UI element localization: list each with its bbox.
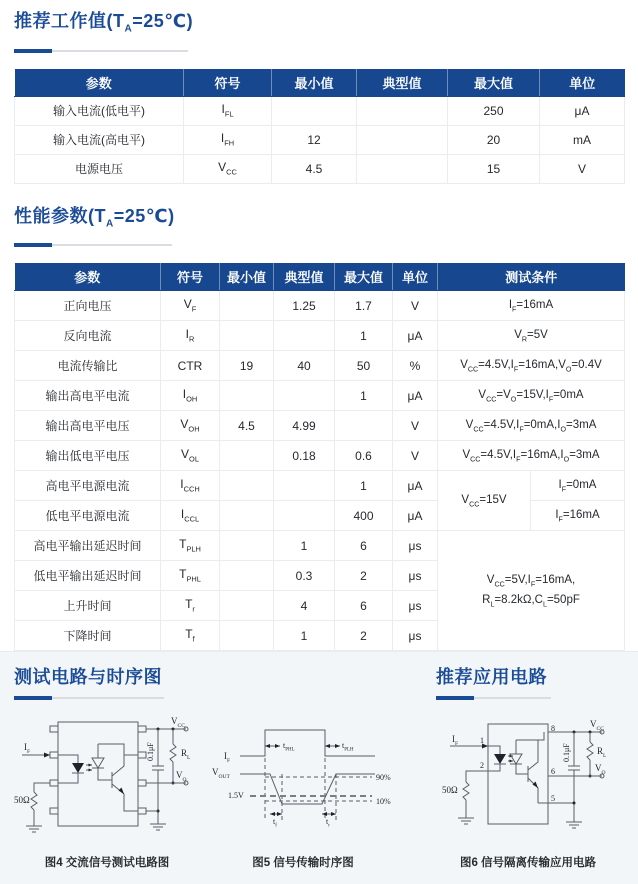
pin6-number: 6 bbox=[551, 767, 555, 777]
cell-condition: $I_F=16mA$ bbox=[438, 291, 625, 321]
tplh-arrow bbox=[325, 744, 340, 748]
col-header-symbol: 符号 bbox=[184, 69, 272, 97]
threshold-label: 1.5V bbox=[228, 791, 244, 801]
cell-min bbox=[220, 291, 274, 321]
cell-unit: V bbox=[393, 411, 438, 441]
pin1-number: 1 bbox=[480, 736, 484, 746]
load-resistor-label: $R_L$ bbox=[597, 746, 607, 759]
section-title-recommended: 推荐工作值$(T_A=25℃)$ bbox=[14, 11, 194, 35]
cell-symbol: $I_{FL}$ bbox=[184, 96, 272, 125]
cell-param: 低电平输出延迟时间 bbox=[15, 561, 161, 591]
col-header-min: 最小值 bbox=[220, 263, 274, 291]
cell-param: 上升时间 bbox=[15, 591, 161, 621]
optocoupler-test-circuit-drawing bbox=[14, 716, 200, 848]
cell-min bbox=[220, 321, 274, 351]
ninety-percent-label: 90% bbox=[376, 773, 391, 783]
table-row bbox=[15, 441, 625, 471]
cell-typ: 4.99 bbox=[274, 411, 335, 441]
cell-unit: V bbox=[540, 154, 625, 183]
section-recommended-operating bbox=[0, 0, 638, 184]
cell-symbol: $V_{OL}$ bbox=[161, 441, 220, 471]
col-header-unit: 单位 bbox=[393, 263, 438, 291]
col-header-max: 最大值 bbox=[335, 263, 393, 291]
cell-symbol: $I_{OH}$ bbox=[161, 381, 220, 411]
cell-symbol: $V_{CC}$ bbox=[184, 154, 272, 183]
timing-waveform-drawing bbox=[210, 716, 396, 848]
vcc-label: $V_{CC}$ bbox=[171, 716, 185, 729]
test-circuit-column bbox=[14, 665, 406, 884]
cell-min: 12 bbox=[272, 125, 357, 154]
cell-typ: 4 bbox=[274, 591, 335, 621]
capacitor-label: 0.1μF bbox=[562, 743, 571, 763]
cell-symbol: $I_{CCH}$ bbox=[161, 471, 220, 501]
performance-table bbox=[14, 263, 625, 651]
cell-unit: μA bbox=[393, 321, 438, 351]
vo-label: $V_O$ bbox=[595, 763, 606, 776]
cell-symbol: $V_{OH}$ bbox=[161, 411, 220, 441]
cell-max: 1 bbox=[335, 381, 393, 411]
cell-unit: μs bbox=[393, 531, 438, 561]
ten-percent-label: 10% bbox=[376, 797, 391, 807]
application-circuit-column bbox=[436, 665, 624, 884]
col-header-max: 最大值 bbox=[448, 69, 540, 97]
col-header-typ: 典型值 bbox=[357, 69, 448, 97]
col-header-typ: 典型值 bbox=[274, 263, 335, 291]
col-header-unit: 单位 bbox=[540, 69, 625, 97]
cell-typ bbox=[274, 471, 335, 501]
cell-min: 4.5 bbox=[272, 154, 357, 183]
title-underline bbox=[14, 696, 164, 700]
cell-symbol: CTR bbox=[161, 351, 220, 381]
figure-ac-test-circuit bbox=[14, 716, 200, 870]
pin8-number: 8 bbox=[551, 724, 555, 734]
table-row bbox=[15, 321, 625, 351]
cell-param: 输出低电平电压 bbox=[15, 441, 161, 471]
cell-max bbox=[335, 411, 393, 441]
vout-waveform bbox=[240, 774, 375, 804]
led-symbol bbox=[22, 753, 92, 784]
condition-line: $R_L=8.2k\Omega,C_L=50pF$ bbox=[482, 593, 580, 608]
figure-timing-diagram bbox=[210, 716, 396, 870]
tplh-label: $t_{PLH}$ bbox=[342, 741, 354, 753]
section-performance bbox=[0, 204, 638, 652]
table-row bbox=[15, 154, 625, 183]
capacitor-label: 0.1μF bbox=[146, 742, 155, 762]
cell-typ: 40 bbox=[274, 351, 335, 381]
cell-symbol: $I_{CCL}$ bbox=[161, 501, 220, 531]
title-underline bbox=[436, 696, 551, 700]
cell-max: 2 bbox=[335, 621, 393, 651]
table-row bbox=[15, 501, 625, 531]
table-row bbox=[15, 351, 625, 381]
cell-max: 250 bbox=[448, 96, 540, 125]
cell-param: 电源电压 bbox=[15, 154, 184, 183]
cell-typ: 1 bbox=[274, 621, 335, 651]
cell-symbol: $V_F$ bbox=[161, 291, 220, 321]
cell-param: 反向电流 bbox=[15, 321, 161, 351]
vout-waveform-label: $V_{OUT}$ bbox=[212, 767, 230, 780]
cell-min bbox=[220, 381, 274, 411]
cell-condition: $V_{CC}=4.5V,I_F=16mA,V_O=0.4V$ bbox=[438, 351, 625, 381]
cell-symbol: $T_r$ bbox=[161, 591, 220, 621]
cell-condition: $V_{CC}=4.5V,I_F=0mA,I_O=3mA$ bbox=[438, 411, 625, 441]
cell-typ: 1.25 bbox=[274, 291, 335, 321]
cell-symbol: $I_R$ bbox=[161, 321, 220, 351]
cell-unit: V bbox=[393, 441, 438, 471]
cell-min bbox=[220, 621, 274, 651]
cell-unit: μs bbox=[393, 621, 438, 651]
cell-symbol: $T_{PHL}$ bbox=[161, 561, 220, 591]
if-waveform-label: $I_F$ bbox=[224, 751, 231, 764]
recommended-operating-table bbox=[14, 69, 625, 184]
title-underline bbox=[14, 49, 188, 53]
cell-condition: $I_F=0mA$ bbox=[531, 471, 625, 501]
figure6-caption: 图6 信号隔离传输应用电路 bbox=[459, 857, 597, 870]
guide-lines bbox=[250, 730, 372, 820]
tphl-arrow bbox=[265, 744, 280, 748]
cell-condition: $I_F=16mA$ bbox=[531, 501, 625, 531]
cell-typ bbox=[274, 381, 335, 411]
table-row bbox=[15, 125, 625, 154]
cell-typ bbox=[357, 125, 448, 154]
phototransistor-symbol bbox=[510, 732, 544, 803]
cell-condition-shared-timing bbox=[438, 531, 625, 651]
cell-param: 电流传输比 bbox=[15, 351, 161, 381]
table-header-row bbox=[15, 69, 625, 97]
cell-min bbox=[220, 561, 274, 591]
cell-unit: V bbox=[393, 291, 438, 321]
cell-max: 1 bbox=[335, 471, 393, 501]
cell-param: 高电平输出延迟时间 bbox=[15, 531, 161, 561]
cell-condition: $V_{CC}=V_O=15V,I_F=0mA$ bbox=[438, 381, 625, 411]
cell-param: 输入电流(高电平) bbox=[15, 125, 184, 154]
cell-symbol: $T_{PLH}$ bbox=[161, 531, 220, 561]
cell-param: 高电平电源电流 bbox=[15, 471, 161, 501]
col-header-conditions: 测试条件 bbox=[438, 263, 625, 291]
application-circuit-drawing bbox=[440, 716, 616, 848]
cell-max: 15 bbox=[448, 154, 540, 183]
cell-max: 20 bbox=[448, 125, 540, 154]
cell-min bbox=[220, 591, 274, 621]
col-header-param: 参数 bbox=[15, 69, 184, 97]
cell-unit: μA bbox=[540, 96, 625, 125]
cell-typ bbox=[274, 501, 335, 531]
section-title-application: 推荐应用电路 bbox=[436, 667, 547, 688]
cell-min bbox=[220, 441, 274, 471]
if-input-label: $I_F$ bbox=[452, 734, 459, 747]
input-resistor bbox=[458, 771, 488, 824]
cell-unit: mA bbox=[540, 125, 625, 154]
col-header-param: 参数 bbox=[15, 263, 161, 291]
input-resistor bbox=[26, 783, 50, 832]
cell-typ: 0.3 bbox=[274, 561, 335, 591]
cell-unit: μs bbox=[393, 591, 438, 621]
col-header-min: 最小值 bbox=[272, 69, 357, 97]
cell-condition: $V_{CC}=4.5V,I_F=16mA,I_O=3mA$ bbox=[438, 441, 625, 471]
tr-label: $t_r$ bbox=[326, 817, 330, 829]
col-header-symbol: 符号 bbox=[161, 263, 220, 291]
cell-param: 下降时间 bbox=[15, 621, 161, 651]
table-header-row bbox=[15, 263, 625, 291]
cell-unit: μA bbox=[393, 501, 438, 531]
cell-param: 输出高电平电流 bbox=[15, 381, 161, 411]
cell-max: 0.6 bbox=[335, 441, 393, 471]
cell-max: 6 bbox=[335, 591, 393, 621]
cell-param: 正向电压 bbox=[15, 291, 161, 321]
table-row bbox=[15, 411, 625, 441]
cell-typ bbox=[274, 321, 335, 351]
table-row bbox=[15, 96, 625, 125]
cell-min: 4.5 bbox=[220, 411, 274, 441]
section-circuits bbox=[0, 651, 638, 884]
title-underline bbox=[14, 243, 172, 247]
cell-min bbox=[220, 531, 274, 561]
cell-max: 400 bbox=[335, 501, 393, 531]
cell-param: 输出高电平电压 bbox=[15, 411, 161, 441]
figure4-caption: 图4 交流信号测试电路图 bbox=[44, 857, 170, 870]
input-resistor-label: 50Ω bbox=[442, 785, 458, 796]
if-input-label: $I_F$ bbox=[24, 742, 31, 755]
cell-typ: 1 bbox=[274, 531, 335, 561]
tf-label: $t_f$ bbox=[273, 817, 277, 829]
cell-unit: % bbox=[393, 351, 438, 381]
cell-condition-shared-vcc: $V_{CC}=15V$ bbox=[438, 471, 531, 531]
cell-param: 输入电流(低电平) bbox=[15, 96, 184, 125]
cell-min bbox=[272, 96, 357, 125]
pin2-number: 2 bbox=[480, 761, 484, 771]
tphl-label: $t_{PHL}$ bbox=[283, 741, 295, 753]
cell-condition: $V_R=5V$ bbox=[438, 321, 625, 351]
cell-typ: 0.18 bbox=[274, 441, 335, 471]
table-row bbox=[15, 531, 625, 561]
vo-label: $V_O$ bbox=[176, 770, 187, 783]
input-resistor-label: 50Ω bbox=[14, 795, 30, 806]
cell-max: 1.7 bbox=[335, 291, 393, 321]
condition-line: $V_{CC}=5V,I_F=16mA$, bbox=[486, 574, 576, 589]
tr-arrow bbox=[322, 812, 336, 816]
cell-symbol: $T_f$ bbox=[161, 621, 220, 651]
cell-min: 19 bbox=[220, 351, 274, 381]
cell-typ bbox=[357, 154, 448, 183]
table-row bbox=[15, 291, 625, 321]
cell-min bbox=[220, 501, 274, 531]
vcc-label: $V_{CC}$ bbox=[590, 719, 604, 732]
tf-arrow bbox=[270, 812, 282, 816]
cell-max: 2 bbox=[335, 561, 393, 591]
cell-unit: μA bbox=[393, 381, 438, 411]
phototransistor-symbol bbox=[92, 744, 138, 811]
table-row bbox=[15, 471, 625, 501]
load-resistor-label: $R_L$ bbox=[181, 748, 191, 761]
cell-max: 6 bbox=[335, 531, 393, 561]
section-title-test-circuits: 测试电路与时序图 bbox=[14, 667, 162, 688]
cell-max: 50 bbox=[335, 351, 393, 381]
cell-unit: μs bbox=[393, 561, 438, 591]
figure5-caption: 图5 信号传输时序图 bbox=[252, 857, 354, 870]
pin5-number: 5 bbox=[551, 794, 555, 804]
section-title-performance: 性能参数$(T_A=25℃)$ bbox=[14, 205, 175, 230]
if-waveform bbox=[240, 730, 375, 756]
figure-application-circuit bbox=[440, 716, 616, 870]
cell-typ bbox=[357, 96, 448, 125]
cell-param: 低电平电源电流 bbox=[15, 501, 161, 531]
cell-min bbox=[220, 471, 274, 501]
cell-symbol: $I_{FH}$ bbox=[184, 125, 272, 154]
cell-max: 1 bbox=[335, 321, 393, 351]
table-row bbox=[15, 381, 625, 411]
cell-unit: μA bbox=[393, 471, 438, 501]
